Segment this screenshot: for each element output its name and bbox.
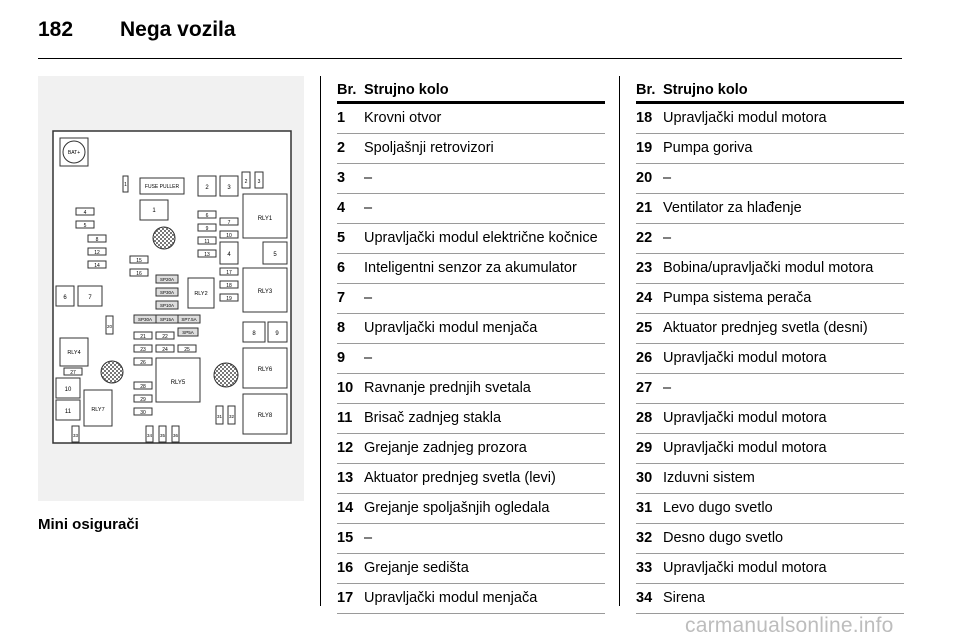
circuit-description: –: [364, 530, 373, 546]
table-row: [337, 584, 605, 614]
svg-text:SP30A: SP30A: [137, 317, 153, 322]
circuit-description: Upravljački modul motora: [663, 560, 827, 576]
circuit-description: Pumpa goriva: [663, 140, 753, 156]
fuse-number: 28: [636, 410, 653, 426]
table-body: [636, 104, 904, 614]
circuit-description: Brisač zadnjeg stakla: [364, 410, 502, 426]
fuse-puller-label: FUSE PULLER: [144, 184, 180, 190]
svg-text:17: 17: [226, 270, 232, 276]
fuse-number: 14: [337, 500, 354, 516]
fuse-box-diagram: [38, 76, 304, 501]
fuse-number: 19: [636, 140, 653, 156]
svg-text:8: 8: [95, 237, 99, 243]
page-number: 182: [38, 18, 74, 41]
fuse-number: 1: [337, 110, 346, 126]
table-row: [337, 344, 605, 374]
circuit-description: Upravljački modul motora: [663, 440, 827, 456]
circuit-description: Upravljački modul motora: [663, 410, 827, 426]
svg-text:SP15A: SP15A: [159, 317, 175, 322]
svg-text:RLY3: RLY3: [257, 289, 273, 295]
circuit-description: Grejanje spoljašnjih ogledala: [364, 500, 550, 516]
table-row: [337, 284, 605, 314]
svg-text:RLY8: RLY8: [257, 413, 273, 419]
circuit-description: Levo dugo svetlo: [663, 500, 773, 516]
fuse-number: 30: [636, 470, 653, 486]
svg-text:32: 32: [228, 414, 235, 419]
fuse-number: 12: [337, 440, 354, 456]
svg-text:6: 6: [205, 213, 209, 219]
page-header: [38, 18, 902, 48]
svg-text:22: 22: [162, 334, 168, 340]
table-row: [636, 254, 904, 284]
svg-text:RLY6: RLY6: [257, 367, 273, 373]
fuse-box-figure: [38, 76, 304, 501]
fuse-number: 3: [337, 170, 346, 186]
svg-text:20: 20: [106, 324, 113, 329]
circuit-description: –: [364, 170, 373, 186]
table-row: [337, 134, 605, 164]
table-row: [337, 224, 605, 254]
fuse-number: 29: [636, 440, 653, 456]
watermark: carmanualsonline.info: [685, 614, 894, 637]
figure-caption: Mini osigurači: [38, 516, 139, 533]
table-body: [337, 104, 605, 614]
table-row: [337, 554, 605, 584]
circuit-description: –: [364, 200, 373, 216]
rly1-label: RLY1: [257, 216, 273, 222]
table-row: [636, 194, 904, 224]
svg-text:36: 36: [172, 433, 179, 438]
svg-text:SP30A: SP30A: [159, 290, 175, 295]
svg-text:27: 27: [70, 370, 76, 376]
svg-text:14: 14: [94, 263, 100, 269]
circuit-description: Upravljački modul električne kočnice: [364, 230, 598, 246]
circuit-description: Inteligentni senzor za akumulator: [364, 260, 577, 276]
svg-text:10: 10: [64, 387, 72, 393]
table-row: [337, 524, 605, 554]
fuse-number: 31: [636, 500, 653, 516]
svg-text:28: 28: [140, 384, 146, 390]
svg-text:6: 6: [63, 295, 67, 301]
fuse-number: 4: [337, 200, 346, 216]
table-row: [337, 404, 605, 434]
circuit-description: –: [663, 170, 672, 186]
fuse-number: 10: [337, 380, 354, 396]
table-row: [337, 314, 605, 344]
circuit-description: Upravljački modul motora: [663, 110, 827, 126]
table-row: [636, 284, 904, 314]
circuit-description: Upravljački modul menjača: [364, 320, 538, 336]
svg-text:4: 4: [227, 252, 231, 258]
column-header-number: Br.: [337, 82, 357, 98]
column-header-circuit: Strujno kolo: [364, 82, 449, 98]
svg-text:RLY5: RLY5: [170, 380, 186, 386]
svg-text:35: 35: [159, 433, 166, 438]
fuse-number: 9: [337, 350, 346, 366]
table-row: [636, 464, 904, 494]
table-row: [337, 104, 605, 134]
table-row: [337, 374, 605, 404]
table-row: [636, 344, 904, 374]
circuit-description: Spoljašnji retrovizori: [364, 140, 494, 156]
fuse-number: 11: [337, 410, 353, 426]
fuse-number: 7: [337, 290, 346, 306]
table-row: [636, 134, 904, 164]
circuit-description: –: [364, 290, 373, 306]
svg-text:11: 11: [204, 239, 210, 245]
svg-text:5: 5: [273, 252, 277, 258]
svg-text:19: 19: [226, 296, 232, 302]
circuit-description: –: [663, 380, 672, 396]
svg-text:1: 1: [152, 208, 156, 214]
svg-text:4: 4: [83, 210, 87, 216]
svg-text:33: 33: [72, 433, 79, 438]
circuit-description: Sirena: [663, 590, 705, 606]
svg-text:SP7.5A: SP7.5A: [181, 317, 197, 322]
svg-text:2: 2: [244, 179, 248, 185]
svg-text:24: 24: [162, 347, 168, 353]
fuse-number: 8: [337, 320, 346, 336]
svg-text:13: 13: [204, 252, 210, 258]
svg-text:RLY7: RLY7: [91, 407, 105, 413]
fuse-number: 15: [337, 530, 354, 546]
fuse-number: 27: [636, 380, 653, 396]
fuse-table-left: [337, 77, 605, 614]
table-row: [636, 314, 904, 344]
svg-text:8: 8: [252, 331, 256, 337]
table-row: [636, 164, 904, 194]
fuse-number: 22: [636, 230, 653, 246]
svg-text:7: 7: [227, 220, 231, 226]
circuit-description: Izduvni sistem: [663, 470, 755, 486]
svg-text:3: 3: [227, 185, 231, 191]
header-rule: [38, 58, 902, 59]
svg-text:18: 18: [226, 283, 232, 289]
circuit-description: Aktuator prednjeg svetla (levi): [364, 470, 556, 486]
fuse-number: 13: [337, 470, 354, 486]
column-divider-left: [320, 76, 321, 606]
svg-text:11: 11: [64, 409, 72, 415]
fuse-number: 26: [636, 350, 653, 366]
svg-text:1: 1: [124, 182, 127, 188]
table-row: [337, 194, 605, 224]
svg-text:SP10A: SP10A: [159, 303, 175, 308]
svg-text:10: 10: [226, 233, 232, 239]
table-row: [337, 434, 605, 464]
fuse-number: 32: [636, 530, 653, 546]
table-row: [636, 404, 904, 434]
circuit-description: –: [364, 350, 373, 366]
fuse-number: 20: [636, 170, 653, 186]
svg-text:RLY2: RLY2: [194, 291, 208, 297]
fuse-number: 6: [337, 260, 346, 276]
fuse-table-right: [636, 77, 904, 614]
table-row: [337, 494, 605, 524]
table-row: [636, 584, 904, 614]
table-row: [636, 374, 904, 404]
svg-text:12: 12: [94, 250, 100, 256]
fuse-number: 17: [337, 590, 354, 606]
circuit-description: Upravljački modul motora: [663, 350, 827, 366]
fuse-number: 33: [636, 560, 653, 576]
fuse-number: 16: [337, 560, 354, 576]
circuit-description: Ravnanje prednjih svetala: [364, 380, 531, 396]
svg-text:2: 2: [205, 185, 209, 191]
svg-text:23: 23: [140, 347, 146, 353]
svg-text:31: 31: [216, 414, 223, 419]
svg-text:9: 9: [275, 331, 279, 337]
column-header-number: Br.: [636, 82, 656, 98]
svg-text:21: 21: [140, 334, 146, 340]
svg-text:7: 7: [88, 295, 92, 301]
circuit-description: Aktuator prednjeg svetla (desni): [663, 320, 868, 336]
circuit-description: –: [663, 230, 672, 246]
fuse-number: 18: [636, 110, 653, 126]
svg-text:RLY4: RLY4: [67, 350, 81, 356]
circuit-description: Upravljački modul menjača: [364, 590, 538, 606]
fuse-number: 2: [337, 140, 346, 156]
page-title: Nega vozila: [120, 18, 236, 41]
table-row: [636, 524, 904, 554]
svg-text:SP5A: SP5A: [182, 330, 194, 335]
column-header-circuit: Strujno kolo: [663, 82, 748, 98]
svg-text:3: 3: [257, 179, 261, 185]
svg-text:25: 25: [184, 347, 190, 353]
fuse-number: 25: [636, 320, 653, 336]
fuse-number: 34: [636, 590, 653, 606]
svg-text:SP20A: SP20A: [159, 277, 175, 282]
table-header: [636, 77, 904, 104]
table-row: [337, 464, 605, 494]
table-row: [337, 164, 605, 194]
svg-text:16: 16: [136, 271, 142, 277]
circuit-description: Pumpa sistema perača: [663, 290, 812, 306]
fuse-number: 23: [636, 260, 653, 276]
column-divider-right: [619, 76, 620, 606]
circuit-description: Grejanje sedišta: [364, 560, 469, 576]
bat-label: BAT+: [67, 150, 81, 156]
table-row: [636, 494, 904, 524]
fuse-number: 5: [337, 230, 346, 246]
table-header: [337, 77, 605, 104]
svg-text:9: 9: [205, 226, 209, 232]
circuit-description: Grejanje zadnjeg prozora: [364, 440, 527, 456]
svg-text:15: 15: [136, 258, 142, 264]
circuit-description: Krovni otvor: [364, 110, 442, 126]
table-row: [337, 254, 605, 284]
svg-text:30: 30: [140, 410, 146, 416]
circuit-description: Desno dugo svetlo: [663, 530, 784, 546]
circuit-description: Ventilator za hlađenje: [663, 200, 802, 216]
circuit-description: Bobina/upravljački modul motora: [663, 260, 874, 276]
svg-text:29: 29: [140, 397, 146, 403]
fuse-number: 24: [636, 290, 653, 306]
table-row: [636, 554, 904, 584]
table-row: [636, 224, 904, 254]
fuse-number: 21: [636, 200, 653, 216]
svg-text:26: 26: [140, 360, 146, 366]
table-row: [636, 434, 904, 464]
table-row: [636, 104, 904, 134]
svg-text:5: 5: [83, 223, 87, 229]
svg-text:34: 34: [146, 433, 153, 438]
